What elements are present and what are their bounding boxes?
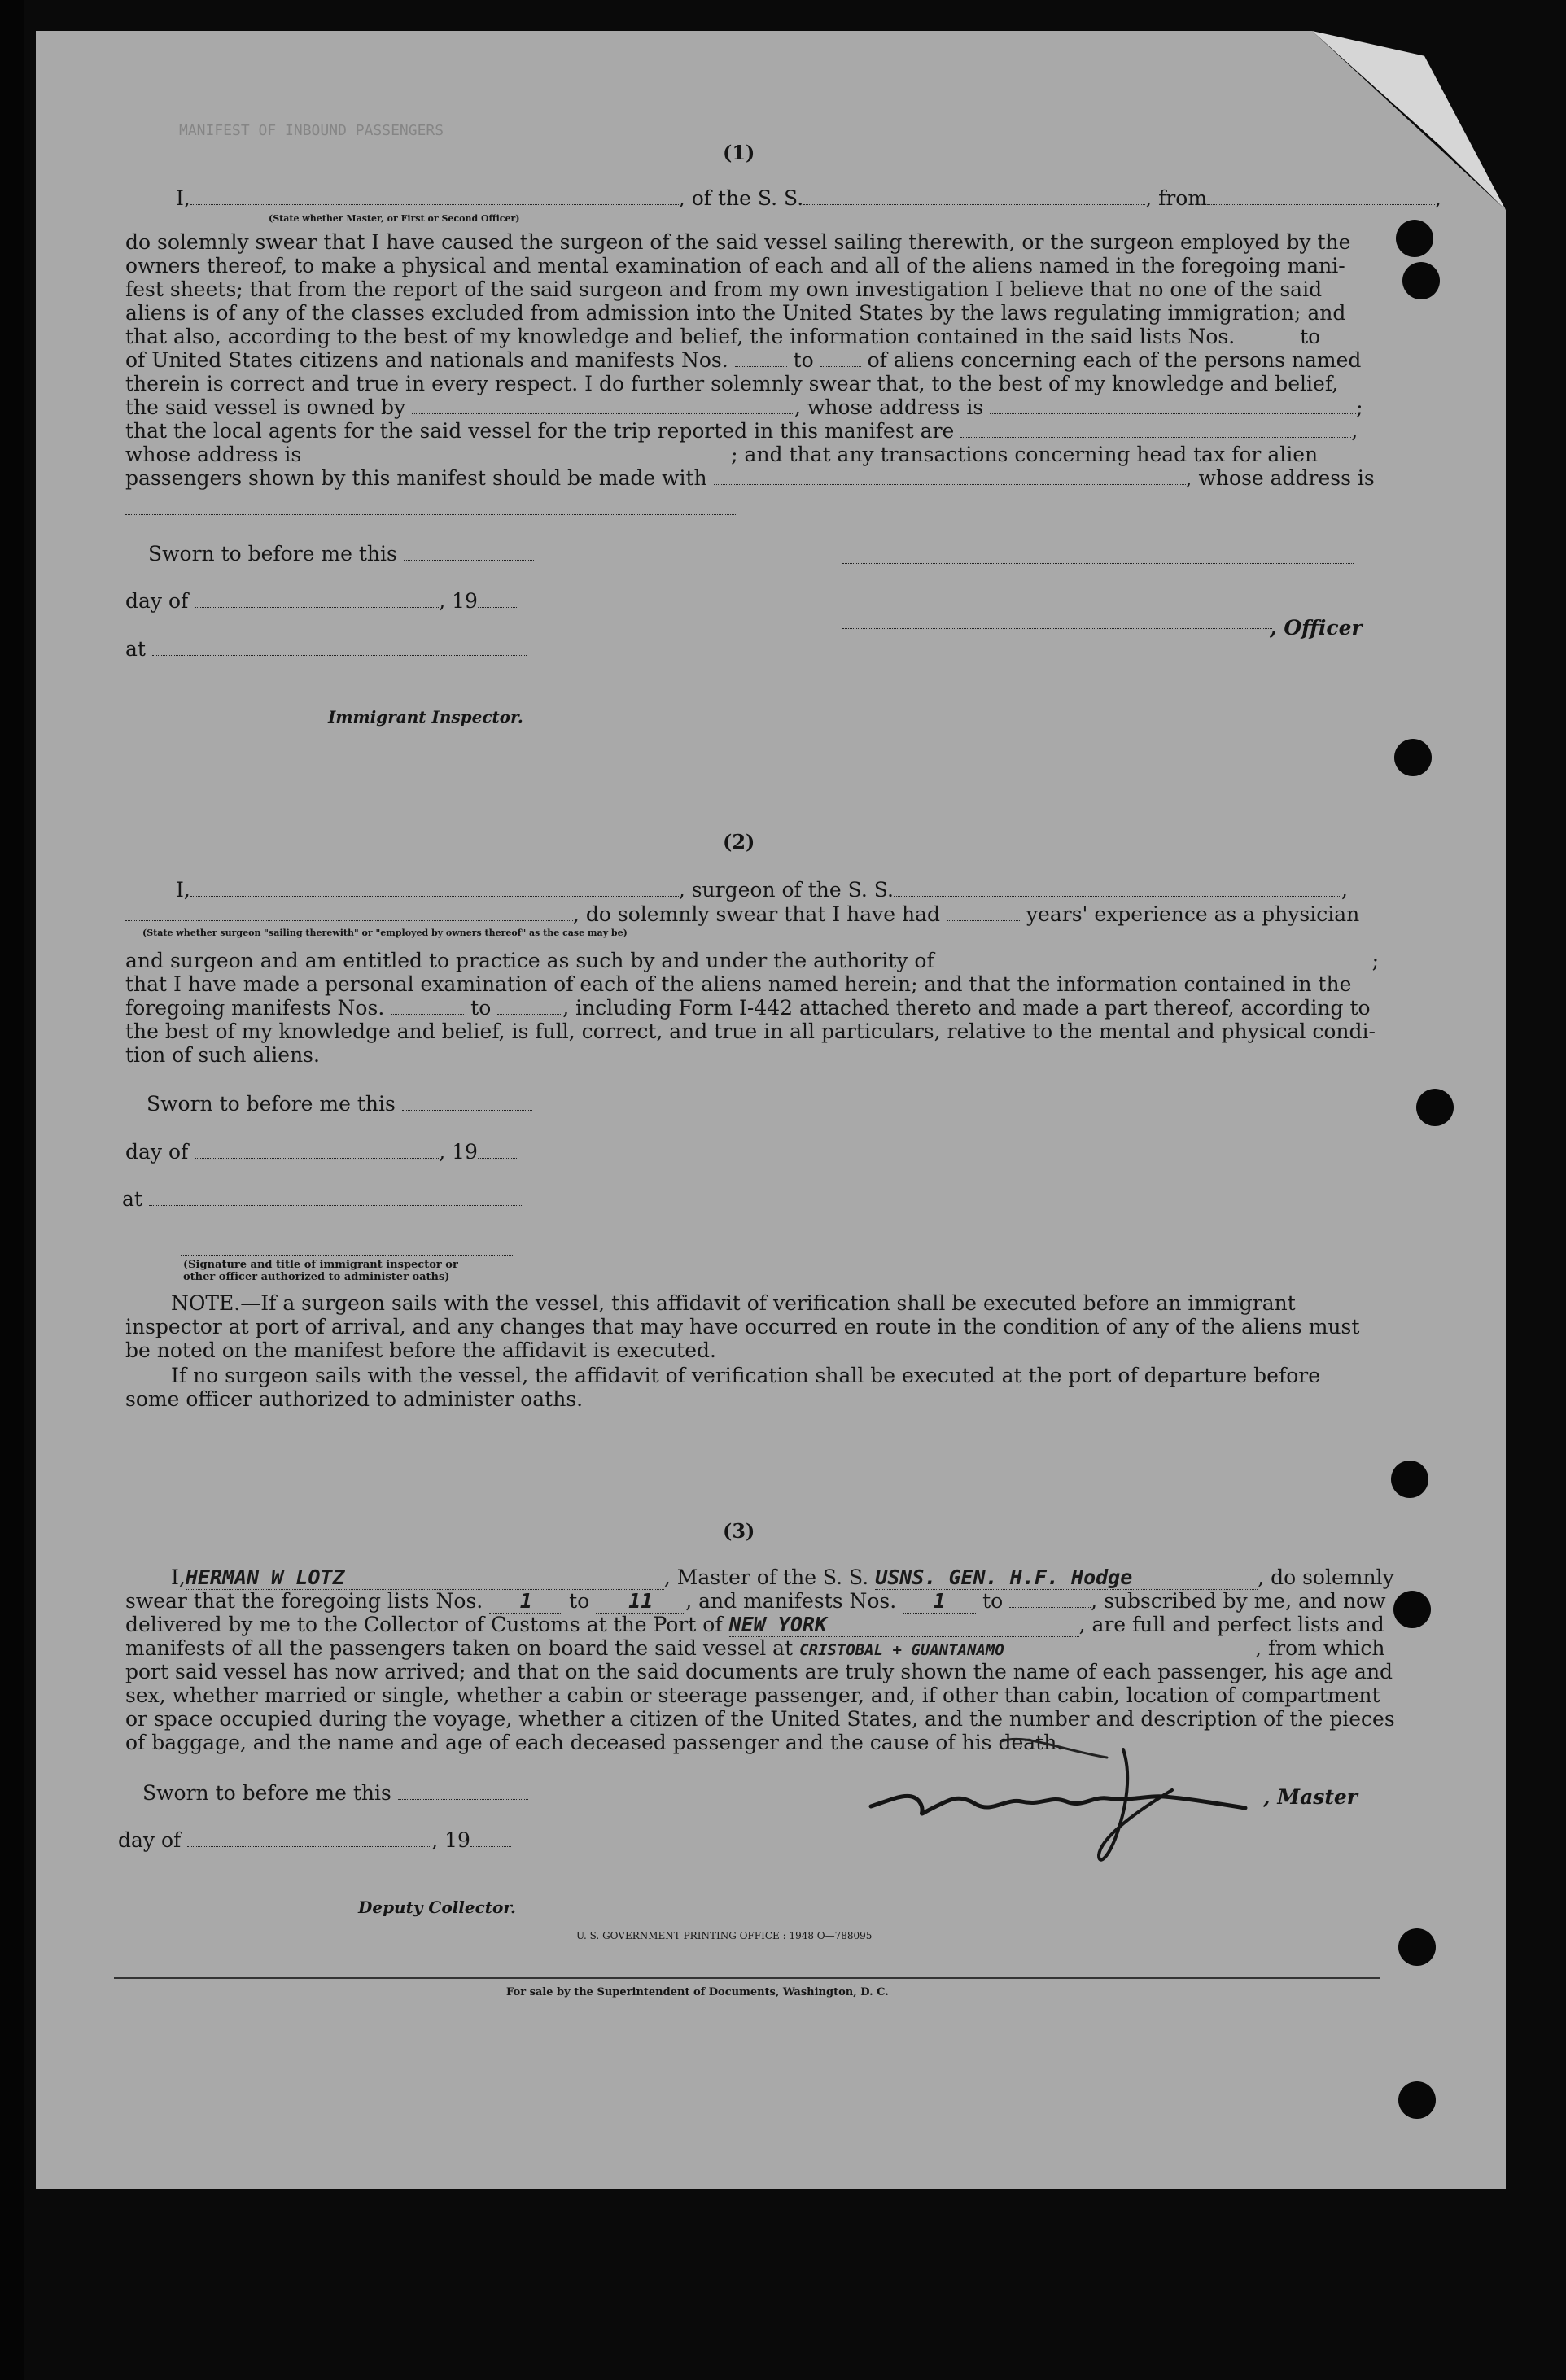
s1-para-6 [125, 349, 1361, 372]
s2-note-5: some officer authorized to administer oaths. [125, 1387, 584, 1411]
s1-para-6-text: of United States citizens and nationals and manifests Nos. [125, 348, 728, 372]
s1-para-3: fest sheets; that from the report of the said surgeon and from my own investigation I believe that no one of the said [125, 277, 1323, 301]
s1-whose-address: , whose address is [794, 395, 984, 419]
s2-at-text: at [122, 1187, 142, 1211]
vessel-name: USNS. GEN. H.F. Hodge [875, 1566, 1258, 1590]
s2-comma: , [1341, 878, 1348, 902]
s2-second-line [125, 903, 1359, 926]
s1-inspector-caption: Immigrant Inspector. [328, 707, 523, 727]
port-of-arrival: NEW YORK [729, 1614, 1079, 1637]
s3-para-3: or space occupied during the voyage, whether a citizen of the United States, and the number and description of the pieces [125, 1707, 1395, 1731]
s2-form: , including Form I-442 attached thereto and made a part thereof, according to [562, 996, 1371, 1020]
s1-comma-2: , [1351, 419, 1358, 443]
punch-hole-icon [1402, 262, 1440, 299]
scan-left-edge [0, 0, 24, 2380]
s1-owned-by: the said vessel is owned by [125, 395, 406, 419]
s3-i: I, [171, 1566, 186, 1589]
s1-signature-line-2 [842, 628, 1272, 629]
s2-to: to [470, 996, 492, 1020]
s3-line-3 [125, 1614, 1384, 1637]
s2-first-line [176, 879, 1348, 902]
s1-para-4: aliens is of any of the classes excluded from admission into the United States by the laws regulating immigration; and [125, 301, 1346, 325]
s3-19: , 19 [431, 1828, 470, 1852]
s2-semicolon: ; [1371, 949, 1380, 972]
s1-from: , from [1145, 186, 1208, 210]
s1-signature-line-1 [842, 563, 1354, 564]
s3-para-2: sex, whether married or single, whether a cabin or steerage passenger, and, if other than cabin, location of compartment [125, 1683, 1380, 1707]
s2-para-1 [125, 950, 1379, 972]
s3-to-2: to [982, 1589, 1004, 1613]
s2-para-5: tion of such aliens. [125, 1043, 320, 1067]
list-to: 11 [596, 1590, 685, 1614]
s1-semicolon: ; [1356, 395, 1363, 419]
s3-taken-on-board: manifests of all the passengers taken on board the said vessel at [125, 1636, 794, 1660]
s2-day-of-text: day of [125, 1140, 189, 1164]
s1-para-5 [125, 325, 1320, 348]
s3-solemnly: , do solemnly [1258, 1566, 1394, 1589]
s1-sworn [148, 543, 534, 566]
s3-master-caption: , Master [1263, 1785, 1358, 1809]
gpo-imprint: U. S. GOVERNMENT PRINTING OFFICE : 1948 O—788095 [576, 1930, 873, 1941]
s1-officer-caption: , Officer [1270, 616, 1363, 640]
punch-hole-icon [1394, 739, 1432, 776]
s1-comma: , [1435, 186, 1441, 210]
s3-full-perfect: , are full and perfect lists and [1078, 1613, 1384, 1636]
s2-note-2: inspector at port of arrival, and any changes that may have occurred en route in the condition of any of the aliens must [125, 1315, 1360, 1338]
s3-deputy-caption: Deputy Collector. [358, 1897, 517, 1917]
s3-sworn [142, 1782, 528, 1805]
s2-para-1-text: and surgeon and am entitled to practice as such by and under the authority of [125, 949, 934, 972]
s3-line-4 [125, 1637, 1384, 1662]
s2-i: I, [176, 878, 190, 902]
s1-at [125, 638, 527, 661]
s2-sub-caption: (State whether surgeon "sailing therewith" or "employed by owners thereof" as the case may be) [142, 928, 628, 938]
s2-sworn [147, 1093, 532, 1116]
s1-sworn-text: Sworn to before me this [148, 542, 397, 566]
punch-hole-icon [1398, 1928, 1436, 1966]
s1-day-of-text: day of [125, 589, 189, 613]
section-2-number: (2) [723, 830, 755, 854]
s1-first-line [176, 187, 1441, 210]
s2-sworn-text: Sworn to before me this [147, 1092, 396, 1116]
s3-para-1: port said vessel has now arrived; and that on the said documents are truly shown the name of each passenger, his age and [125, 1660, 1393, 1683]
list-from: 1 [489, 1590, 562, 1614]
s1-para-10 [125, 443, 1318, 466]
s2-solemnly: , do solemnly swear that I have had [573, 902, 941, 926]
s3-lists: swear that the foregoing lists Nos. [125, 1589, 483, 1613]
master-name: HERMAN W LOTZ [186, 1566, 664, 1590]
for-sale-note: For sale by the Superintendent of Documents, Washington, D. C. [506, 1986, 889, 1998]
s1-i: I, [176, 186, 190, 210]
s2-para-3 [125, 997, 1371, 1020]
s1-at-text: at [125, 637, 146, 661]
s3-master-of: , Master of the S. S. [663, 1566, 869, 1589]
s2-years: years' experience as a physician [1026, 902, 1360, 926]
s1-sub-caption: (State whether Master, or First or Second Officer) [269, 213, 520, 224]
footer-rule [114, 1977, 1380, 1979]
s1-aliens: of aliens concerning each of the persons named [867, 348, 1362, 372]
s1-para-9 [125, 420, 1358, 443]
section-3-number: (3) [723, 1519, 755, 1543]
s1-address-line [125, 514, 736, 515]
s2-note-1: NOTE.—If a surgeon sails with the vessel, this affidavit of verification shall be executed before an immigrant [171, 1291, 1296, 1315]
s1-19: , 19 [439, 589, 478, 613]
s1-to-2: to [793, 348, 814, 372]
punch-hole-icon [1391, 1461, 1428, 1498]
s1-of-ss: , of the S. S. [678, 186, 804, 210]
s2-sig-caption-2: other officer authorized to administer oaths) [183, 1271, 450, 1283]
s3-day-of [118, 1829, 511, 1852]
s3-subscribed: , subscribed by me, and now [1091, 1589, 1386, 1613]
s2-day-of [125, 1141, 518, 1164]
s2-surgeon-of: , surgeon of the S. S. [678, 878, 894, 902]
s1-para-2: owners thereof, to make a physical and mental examination of each and all of the aliens named in the foregoing mani- [125, 254, 1345, 277]
s3-sworn-text: Sworn to before me this [142, 1781, 392, 1805]
s3-from-which: , from which [1255, 1636, 1385, 1660]
s3-manifests: , and manifests Nos. [685, 1589, 897, 1613]
s2-sig-caption-1: (Signature and title of immigrant inspector or [183, 1259, 458, 1271]
s3-to: to [569, 1589, 590, 1613]
s1-para-8 [125, 396, 1363, 419]
s1-local-agents: that the local agents for the said vessel for the trip reported in this manifest are [125, 419, 955, 443]
s1-day-of [125, 590, 518, 613]
s1-whose-address-2: whose address is [125, 443, 302, 466]
punch-hole-icon [1396, 220, 1433, 257]
master-signature [863, 1717, 1286, 1871]
punch-hole-icon [1393, 1591, 1431, 1628]
punch-hole-icon [1398, 2081, 1436, 2119]
s2-19: , 19 [439, 1140, 478, 1164]
s2-note-3: be noted on the manifest before the affidavit is executed. [125, 1338, 716, 1362]
manifest-from: 1 [903, 1590, 976, 1614]
s1-whose-address-3: , whose address is [1185, 466, 1375, 490]
s3-day-of-text: day of [118, 1828, 182, 1852]
s2-at [122, 1188, 523, 1211]
s1-para-7: therein is correct and true in every respect. I do further solemnly swear that, to the best of my knowledge and belief, [125, 372, 1339, 395]
port-of-departure: CRISTOBAL + GUANTANAMO [799, 1639, 1255, 1662]
s2-para-2: that I have made a personal examination of each of the aliens named herein; and that the information contained in the [125, 972, 1352, 996]
s2-note-4: If no surgeon sails with the vessel, the affidavit of verification shall be executed at the port of departure before [171, 1364, 1320, 1387]
s3-line-1 [171, 1566, 1394, 1590]
s1-head-tax: ; and that any transactions concerning head tax for alien [731, 443, 1319, 466]
s1-para-11 [125, 467, 1375, 490]
s2-para-3-text: foregoing manifests Nos. [125, 996, 385, 1020]
s1-made-with: passengers shown by this manifest should be made with [125, 466, 707, 490]
faint-show-through-header: MANIFEST OF INBOUND PASSENGERS [179, 122, 444, 139]
s1-to: to [1300, 325, 1321, 348]
s1-para-5-text: that also, according to the best of my knowledge and belief, the information contained in the said lists Nos. [125, 325, 1236, 348]
s1-para-1: do solemnly swear that I have caused the surgeon of the said vessel sailing therewith, or the surgeon employed by the [125, 230, 1351, 254]
s2-signature-line-left [181, 1255, 514, 1256]
s3-para-4: of baggage, and the name and age of each deceased passenger and the cause of his death. [125, 1731, 1064, 1754]
s3-delivered: delivered by me to the Collector of Customs at the Port of [125, 1613, 723, 1636]
s3-line-2 [125, 1590, 1386, 1614]
punch-hole-icon [1416, 1089, 1454, 1126]
s2-para-4: the best of my knowledge and belief, is full, correct, and true in all particulars, relative to the mental and physical condi- [125, 1020, 1376, 1043]
section-1-number: (1) [723, 141, 755, 164]
